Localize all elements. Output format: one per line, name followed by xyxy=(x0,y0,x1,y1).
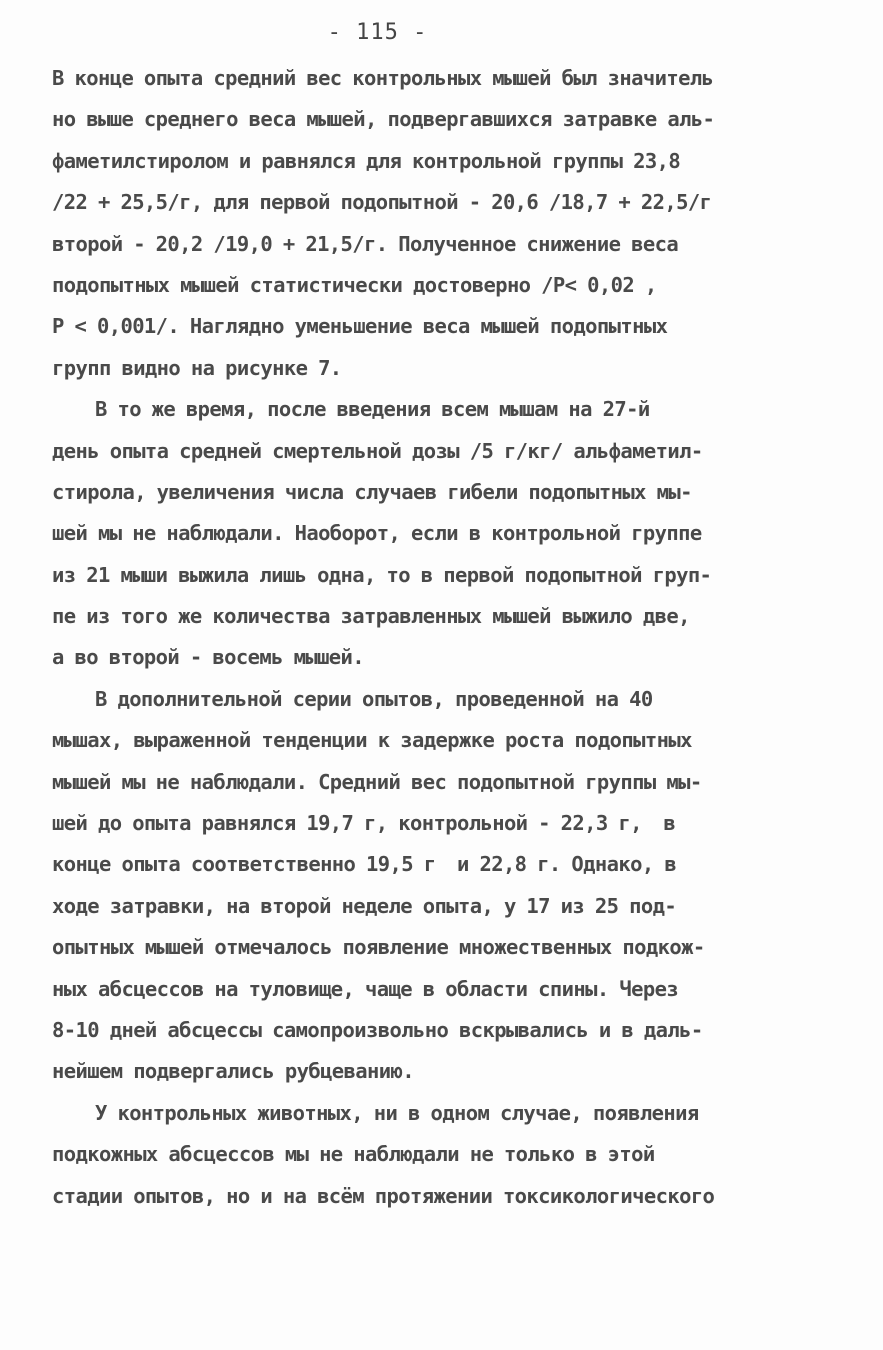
text-line: P < 0,001/. Наглядно уменьшение веса мышей подопытных xyxy=(52,314,668,339)
text-line: 8-10 дней абсцессы самопроизвольно вскрывались и в даль- xyxy=(52,1017,703,1042)
text-line: В дополнительной серии опытов, проведенной на 40 xyxy=(52,686,653,711)
text-line: У контрольных животных, ни в одном случае, появления xyxy=(52,1100,699,1125)
text-line: опытных мышей отмечалось появление множественных подкож- xyxy=(52,935,705,960)
text-line: ных абсцессов на туловище, чаще в области спины. Через xyxy=(52,976,679,1001)
text-line: мышах, выраженной тенденции к задержке роста подопытных xyxy=(52,728,692,753)
text-line: второй - 20,2 /19,0 + 21,5/г. Полученное снижение веса xyxy=(52,231,679,256)
text-line: фаметилстиролом и равнялся для контрольной группы 23,8 xyxy=(52,148,681,173)
text-line: подопытных мышей статистически достоверно /P< 0,02 , xyxy=(52,272,657,297)
text-line: В конце опыта средний вес контрольных мышей был значитель xyxy=(52,66,714,90)
text-line: а во второй - восемь мышей. xyxy=(52,645,365,670)
text-line: шей до опыта равнялся 19,7 г, контрольной - 22,3 г, в xyxy=(52,811,676,836)
text-line: пе из того же количества затравленных мышей выжило две, xyxy=(52,604,690,629)
text-line: нейшем подвергались рубцеванию. xyxy=(52,1059,415,1084)
text-line: из 21 мыши выжила лишь одна, то в первой подопытной груп- xyxy=(52,562,712,587)
text-line: шей мы не наблюдали. Наоборот, если в контрольной группе xyxy=(52,521,702,546)
body-text xyxy=(52,58,852,1217)
text-line: стадии опытов, но и на всём протяжении токсикологического xyxy=(52,1183,715,1208)
text-line: день опыта средней смертельной дозы /5 г/кг/ альфаметил- xyxy=(52,438,703,463)
text-line: подкожных абсцессов мы не наблюдали не только в этой xyxy=(52,1142,655,1167)
text-line: мышей мы не наблюдали. Средний вес подопытной группы мы- xyxy=(52,769,702,794)
text-line: стирола, увеличения числа случаев гибели подопытных мы- xyxy=(52,479,692,504)
text-line: ходе затравки, на второй неделе опыта, у 17 из 25 под- xyxy=(52,893,677,918)
text-line: но выше среднего веса мышей, подвергавшихся затравке аль- xyxy=(52,107,715,132)
text-line: В то же время, после введения всем мышам на 27-й xyxy=(52,397,650,422)
text-line: групп видно на рисунке 7. xyxy=(52,355,342,380)
page-number: - 115 - xyxy=(327,20,428,45)
text-line: /22 + 25,5/г, для первой подопытной - 20,6 /18,7 + 22,5/г xyxy=(52,190,712,215)
text-line: конце опыта соответственно 19,5 г и 22,8 г. Однако, в xyxy=(52,852,677,877)
